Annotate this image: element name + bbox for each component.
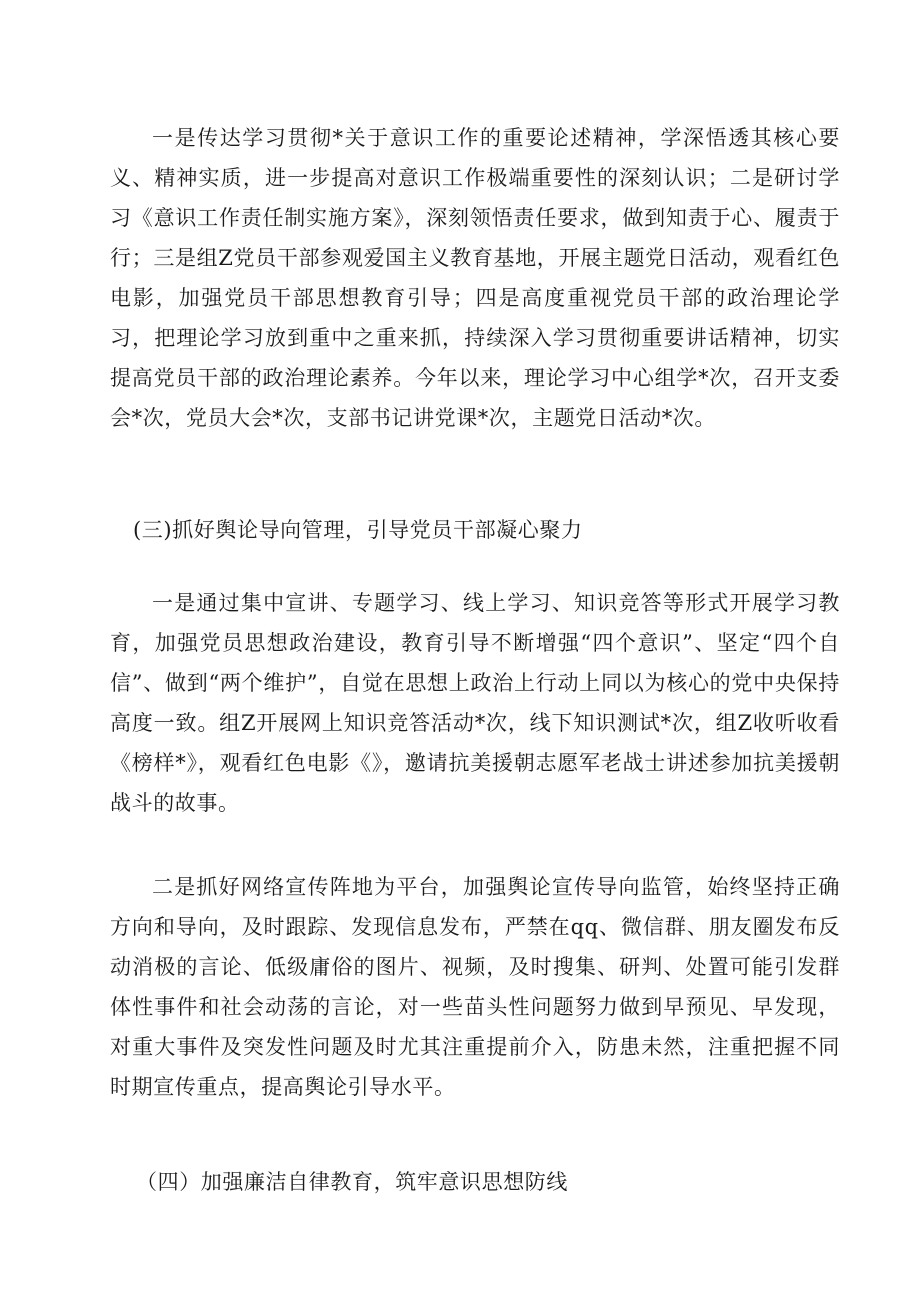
- paragraph-study-education: 一是通过集中宣讲、专题学习、线上学习、知识竞答等形式开展学习教育，加强党员思想政治建设，教育引导不断增强“四个意识”、坚定“四个自信”、做到“两个维护”，自觉在思想上政治上行动上同以为核心的党中央保持高度一致。组Z开展网上知识竞答活动*次，线下知识测试*次，组Z收听收看《榜样*》，观看红色电影《》，邀请抗美援朝志愿军老战士讲述参加抗美援朝战斗的故事。: [110, 591, 840, 815]
- section-heading-4: （四）加强廉洁自律教育，筑牢意识思想防线: [136, 1170, 568, 1194]
- paragraph-network-publicity: 二是抓好网络宣传阵地为平台，加强舆论宣传导向监管，始终坚持正确方向和导向，及时跟踪、发现信息发布，严禁在qq、微信群、朋友圈发布反动消极的言论、低级庸俗的图片、视频，及时搜集、研判、处置可能引发群体性事件和社会动荡的言论，对一些苗头性问题努力做到早预见、早发现，对重大事件及突发性问题及时尤其注重提前介入，防患未然，注重把握不同时期宣传重点，提高舆论引导水平。: [110, 875, 840, 1099]
- section-heading-3: (三)抓好舆论导向管理，引导党员干部凝心聚力: [133, 518, 583, 542]
- paragraph-ideology-study: 一是传达学习贯彻*关于意识工作的重要论述精神，学深悟透其核心要义、精神实质，进一步提高对意识工作极端重要性的深刻认识；二是研讨学习《意识工作责任制实施方案》，深刻领悟责任要求，做到知责于心、履责于行；三是组Z党员干部参观爱国主义教育基地，开展主题党日活动，观看红色电影，加强党员干部思想教育引导；四是高度重视党员干部的政治理论学习，把理论学习放到重中之重来抓，持续深入学习贯彻重要讲话精神，切实提高党员干部的政治理论素养。今年以来，理论学习中心组学*次，召开支委会*次，党员大会*次，支部书记讲党课*次，主题党日活动*次。: [110, 126, 840, 430]
